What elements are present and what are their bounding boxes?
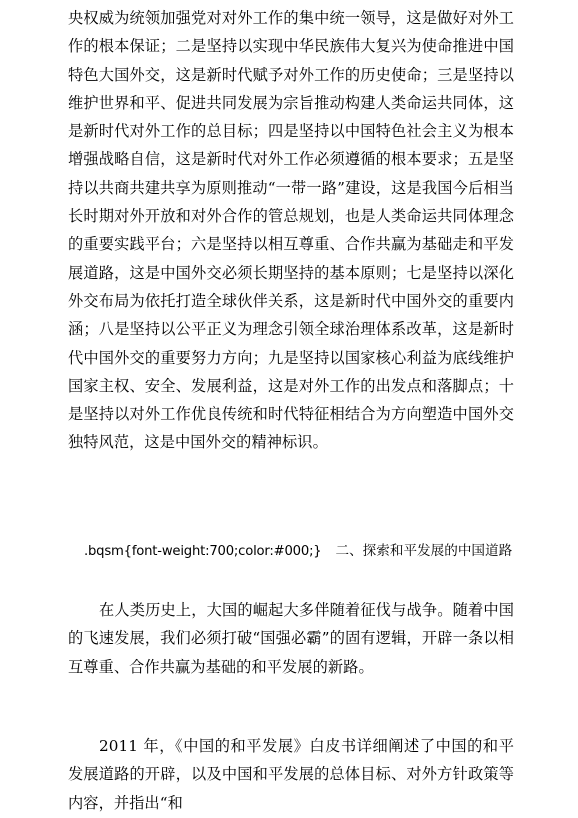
body-paragraph: 在人类历史上，大国的崛起大多伴随着征伐与战争。随着中国的飞速发展，我们必须打破“国强必霸”的固有逻辑，开辟一条以相互尊重、合作共赢为基础的和平发展的新路。: [68, 601, 514, 676]
section-title: 二、探索和平发展的中国道路: [335, 543, 513, 559]
section-heading: [84, 541, 544, 562]
body-paragraph: 央权威为统领加强党对对外工作的集中统一领导，这是做好对外工作的根本保证；二是坚持以实现中华民族伟大复兴为使命推进中国特色大国外交，这是新时代赋予对外工作的历史使命；三是坚持以维护世界和平、促进共同发展为宗旨推动构建人类命运共同体，这是新时代对外工作的总目标；四是坚持以中国特色社会主义为根本增强战略自信，这是新时代对外工作必须遵循的根本要求；五是坚持以共商共建共享为原则推动“一带一路”建设，这是我国今后相当长时期对外开放和对外合作的管总规划，也是人类命运共同体理念的重要实践平台；六是坚持以相互尊重、合作共赢为基础走和平发展道路，这是中国外交必须长期坚持的基本原则；七是坚持以深化外交布局为依托打造全球伙伴关系，这是新时代中国外交的重要内涵；八是坚持以公平正义为理念引领全球治理体系改革，这是新时代中国外交的重要努力方向；九是坚持以国家核心利益为底线维护国家主权、安全、发展利益，这是对外工作的出发点和落脚点；十是坚持以对外工作优良传统和时代特征相结合为方向塑造中国外交独特风范，这是中国外交的精神标识。: [68, 9, 514, 452]
body-paragraph: 2011 年，《中国的和平发展》白皮书详细阐述了中国的和平发展道路的开辟，以及中国和平发展的总体目标、对外方针政策等内容，并指出“和: [68, 737, 514, 812]
leaked-css-text: .bqsm{font-weight:700;color:#000;}: [84, 544, 322, 559]
